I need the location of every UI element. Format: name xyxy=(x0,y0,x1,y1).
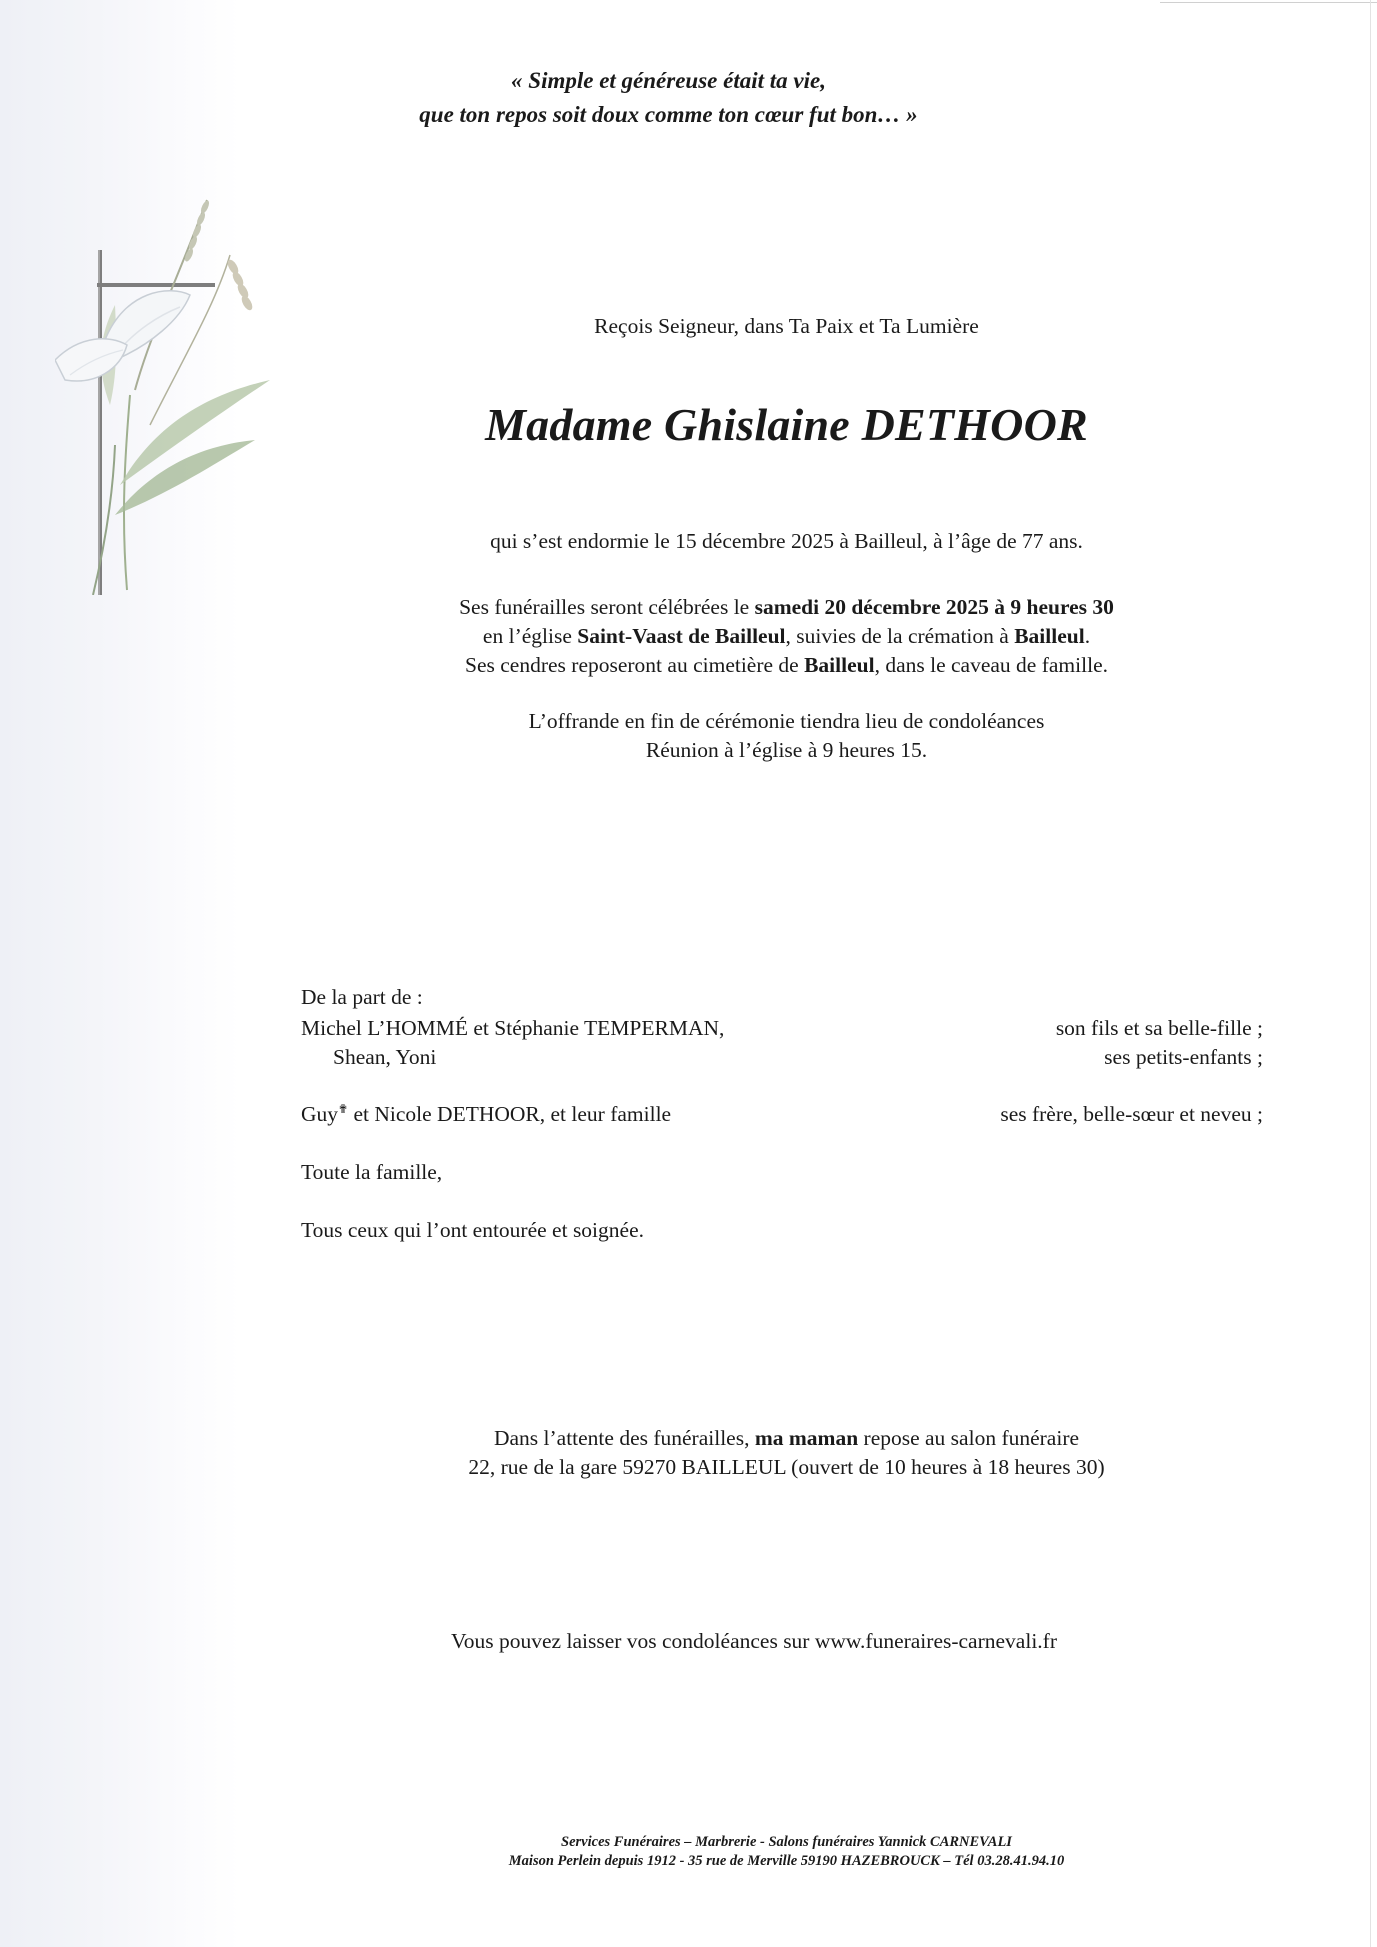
family-row-1-relation: son fils et sa belle-fille ; xyxy=(1055,1016,1263,1040)
funeral-line-3-end: , dans le caveau de famille. xyxy=(874,653,1108,677)
family-row-3-relation: ses frère, belle-sœur et neveu ; xyxy=(1000,1102,1263,1126)
family-row-3-rest: et Nicole DETHOOR, et leur famille xyxy=(348,1102,672,1126)
visitation-line-1 xyxy=(190,1424,1377,1453)
funeral-line-2 xyxy=(190,622,1377,651)
visitation-bold: ma maman xyxy=(754,1426,859,1450)
family-row-2-relation: ses petits-enfants ; xyxy=(1104,1045,1263,1069)
funeral-line-2-mid: , suivies de la crémation à xyxy=(785,624,1015,648)
epigraph-line-2: que ton repos soit doux comme ton cœur fut bon… » xyxy=(419,102,918,127)
family-row-4-names: Toute la famille, xyxy=(301,1160,443,1184)
family-row-5-names: Tous ceux qui l’ont entourée et soignée. xyxy=(301,1218,644,1242)
family-row-1-names: Michel L’HOMMÉ et Stéphanie TEMPERMAN, xyxy=(301,1016,725,1040)
funeral-details xyxy=(190,593,1377,680)
funeral-line-2-end: . xyxy=(1084,624,1091,648)
funeral-line-3 xyxy=(190,651,1377,680)
family-row-2-names: Shean, Yoni xyxy=(333,1045,437,1069)
church-name: Saint-Vaast de Bailleul xyxy=(577,624,786,648)
visitation-notice xyxy=(190,1424,1377,1482)
deceased-cross-mark: ✟ xyxy=(338,1101,349,1116)
epigraph-line-1: « Simple et généreuse était ta vie, xyxy=(511,68,826,93)
death-notice: qui s’est endormie le 15 décembre 2025 à Bailleul, à l’âge de 77 ans. xyxy=(490,529,1083,553)
cemetery-place: Bailleul xyxy=(804,653,875,677)
epigraph xyxy=(0,64,1377,132)
deceased-name: Madame Ghislaine DETHOOR xyxy=(485,399,1088,450)
footer-line-2: Maison Perlein depuis 1912 - 35 rue de Merville 59190 HAZEBROUCK – Tél 03.28.41.94.10 xyxy=(508,1853,1065,1869)
visitation-line-2: 22, rue de la gare 59270 BAILLEUL (ouvert de 10 heures à 18 heures 30) xyxy=(468,1455,1105,1479)
offering-line-1: L’offrande en fin de cérémonie tiendra lieu de condoléances xyxy=(528,709,1045,733)
family-intro: De la part de : xyxy=(301,985,423,1009)
condolences-notice: Vous pouvez laisser vos condoléances sur www.funeraires-carnevali.fr xyxy=(451,1629,1057,1653)
family-row-3-names xyxy=(301,1100,671,1129)
scan-edge-top xyxy=(1160,2,1377,3)
cremation-place: Bailleul xyxy=(1014,624,1085,648)
scan-edge-right xyxy=(1370,0,1371,1947)
footer-line-1: Services Funéraires – Marbrerie - Salons funéraires Yannick CARNEVALI xyxy=(561,1834,1012,1850)
visitation-line-1-end: repose au salon funéraire xyxy=(858,1426,1080,1450)
funeral-line-1-text: Ses funérailles seront célébrées le xyxy=(459,595,755,619)
funeral-date-time: samedi 20 décembre 2025 à 9 heures 30 xyxy=(754,595,1114,619)
offering-line-2: Réunion à l’église à 9 heures 15. xyxy=(645,738,928,762)
visitation-line-1-text: Dans l’attente des funérailles, xyxy=(493,1426,755,1450)
funeral-line-1 xyxy=(190,593,1377,622)
prayer-line: Reçois Seigneur, dans Ta Paix et Ta Lumière xyxy=(594,314,979,338)
funeral-home-footer xyxy=(190,1833,1377,1871)
family-row-3-first: Guy xyxy=(301,1102,339,1126)
offering-notice xyxy=(190,707,1377,765)
funeral-line-2-text: en l’église xyxy=(482,624,578,648)
funeral-line-3-text: Ses cendres reposeront au cimetière de xyxy=(465,653,805,677)
